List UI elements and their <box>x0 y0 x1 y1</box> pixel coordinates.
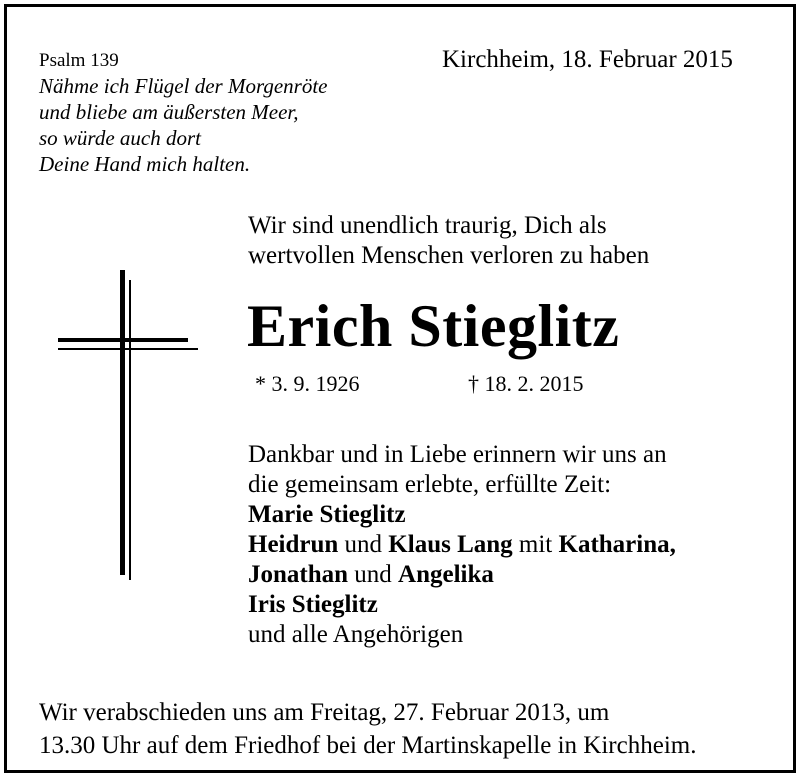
connector-text: und <box>338 531 389 558</box>
service-info <box>39 696 696 762</box>
mourner-line <box>248 530 676 560</box>
intro-line: wertvollen Menschen verloren zu haben <box>248 242 650 269</box>
dank-line: Dankbar und in Liebe erinnern wir uns an <box>248 441 667 468</box>
connector-text: mit <box>512 531 559 558</box>
psalm-verse <box>39 73 328 177</box>
mourner-name: Heidrun <box>248 531 339 558</box>
mourner-line <box>248 500 676 530</box>
death-date: † 18. 2. 2015 <box>468 371 584 396</box>
mourner-line: und alle Angehörigen <box>248 621 464 648</box>
intro-text <box>248 211 649 271</box>
verse-line: Nähme ich Flügel der Morgenröte <box>39 74 328 98</box>
mourner-line <box>248 560 676 590</box>
verse-line: so würde auch dort <box>39 126 201 150</box>
mourner-name: Katharina, <box>558 531 676 558</box>
mourner-name: Klaus Lang <box>388 531 513 558</box>
mourner-name: Iris Stieglitz <box>248 591 378 618</box>
psalm-reference: Psalm 139 <box>39 50 119 71</box>
service-line: Wir verabschieden uns am Freitag, 27. Februar 2013, um <box>39 699 610 726</box>
dank-line: die gemeinsam erlebte, erfüllte Zeit: <box>248 471 612 498</box>
mourner-line <box>248 590 676 620</box>
cross-icon <box>58 270 198 580</box>
verse-line: und bliebe am äußersten Meer, <box>39 100 299 124</box>
service-line: 13.30 Uhr auf dem Friedhof bei der Martinskapelle in Kirchheim. <box>39 732 697 759</box>
deceased-name: Erich Stieglitz <box>247 293 620 359</box>
place-date: Kirchheim, 18. Februar 2015 <box>442 46 733 73</box>
verse-line: Deine Hand mich halten. <box>39 152 251 176</box>
mourners-block <box>248 440 676 650</box>
mourner-name: Jonathan <box>248 561 349 588</box>
intro-line: Wir sind unendlich traurig, Dich als <box>248 212 607 239</box>
mourner-name: Angelika <box>398 561 494 588</box>
birth-date: * 3. 9. 1926 <box>255 371 360 396</box>
connector-text: und <box>348 561 399 588</box>
mourner-name: Marie Stieglitz <box>248 501 406 528</box>
